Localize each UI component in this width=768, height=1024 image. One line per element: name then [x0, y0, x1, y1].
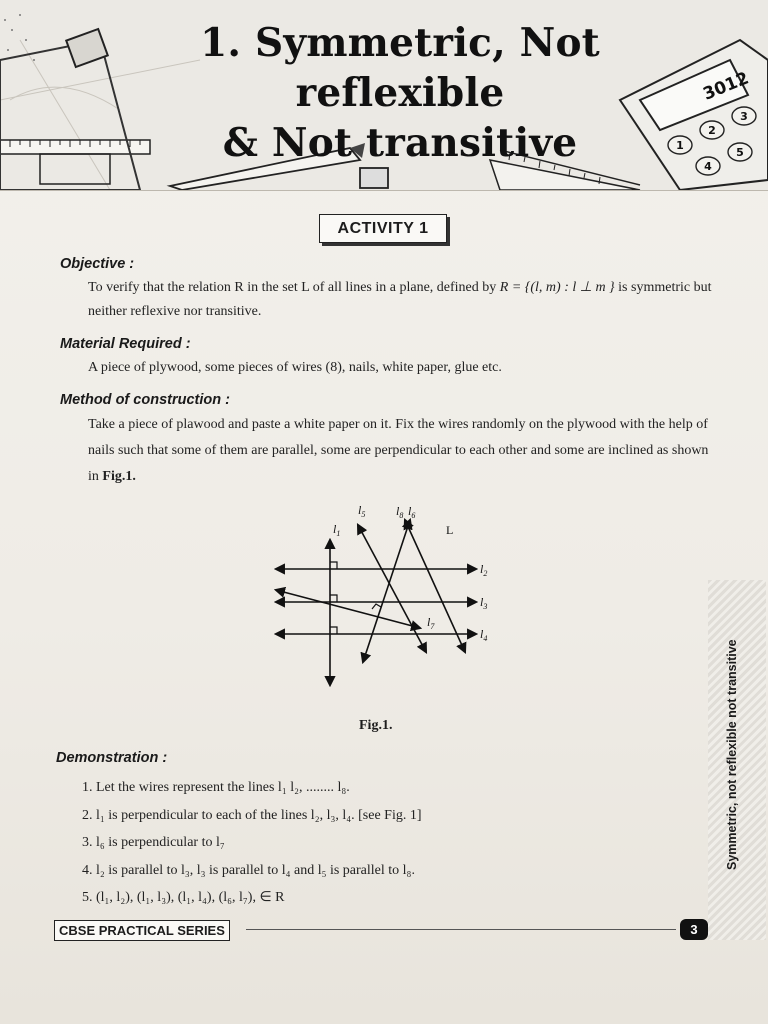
activity-label: ACTIVITY 1 — [319, 214, 447, 243]
method-text-body: Take a piece of plawood and paste a white paper on it. Fix the wires randomly on the plywood with the help of nails such that some of them are parallel, some are perpendicular to each other and some are inclined as shown in — [88, 417, 709, 484]
line-l6 — [363, 520, 410, 662]
footer-divider — [246, 929, 676, 930]
label-l2: $l_2$ — [480, 562, 488, 578]
list-item: 5. (l₁, l₂), (l₁, l₃), (l₁, l₄), (l₆, l₇), ∈ R — [82, 890, 285, 905]
calculator-key: 4 — [704, 160, 712, 173]
label-l4: $l_4$ — [480, 627, 488, 643]
list-item: 1. Let the wires represent the lines l₁ l₂, ........ l₈. — [82, 780, 350, 795]
calculator-display: 3012 — [700, 68, 752, 105]
objective-text-after: is symmetric but neither reflexive nor transitive. — [88, 280, 712, 319]
objective-heading: Objective : — [60, 256, 135, 272]
material-heading: Material Required : — [60, 336, 191, 352]
calculator-key: 5 — [736, 146, 744, 159]
footer-series-label: CBSE PRACTICAL SERIES — [54, 920, 230, 941]
label-set-L: L — [446, 523, 454, 537]
line-l8 — [405, 520, 465, 652]
line-l7 — [276, 590, 420, 628]
list-item: 4. l₂ is parallel to l₃, l₃ is parallel to l₄ and l₅ is parallel to l₈. — [82, 862, 415, 878]
method-heading: Method of construction : — [60, 392, 230, 408]
label-l7: $l_7$ — [427, 615, 435, 631]
list-item: 2. l₁ is perpendicular to each of the lines l₂, l₃, l₄. [see Fig. 1] — [82, 807, 422, 823]
page-number: 3 — [680, 919, 708, 940]
figure-caption: Fig.1. — [359, 718, 393, 733]
demonstration-list — [82, 774, 642, 912]
figure-reference: Fig.1. — [102, 469, 136, 484]
method-text — [88, 412, 718, 490]
side-running-title: Symmetric, not reflexible not transitive — [725, 639, 739, 870]
label-l8: $l_8$ — [396, 504, 404, 520]
relation-definition: R = {(l, m) : l ⊥ m } — [499, 280, 615, 295]
calculator-key: 2 — [708, 124, 716, 137]
calculator-key: 3 — [740, 110, 748, 123]
calculator-key: 1 — [676, 139, 684, 152]
material-text: A piece of plywood, some pieces of wires (8), nails, white paper, glue etc. — [88, 360, 502, 375]
objective-text-before: To verify that the relation R in the set L of all lines in a plane, defined by — [88, 280, 500, 295]
label-l1: $l_1$ — [333, 522, 341, 538]
demonstration-heading: Demonstration : — [56, 750, 168, 766]
label-l5: $l_5$ — [358, 503, 366, 519]
list-item: 3. l₆ is perpendicular to l₇ — [82, 835, 225, 850]
title-line-1: 1. Symmetric, Not reflexible — [200, 20, 600, 116]
sharpener-icon — [360, 168, 388, 188]
label-l3: $l_3$ — [480, 595, 488, 611]
header-banner — [0, 0, 768, 191]
page-title — [100, 18, 700, 168]
label-l6: $l_6$ — [408, 504, 416, 520]
objective-text — [88, 276, 718, 324]
title-line-2: & Not transitive — [222, 120, 578, 166]
lines-diagram — [260, 500, 520, 700]
